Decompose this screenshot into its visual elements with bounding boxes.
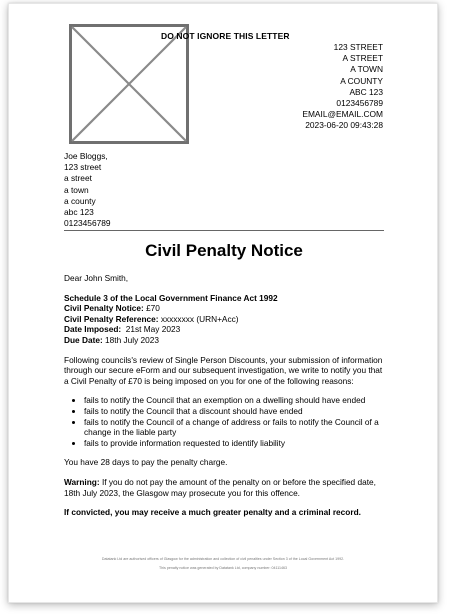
warning-paragraph xyxy=(64,477,386,498)
sender-timestamp: 2023-06-20 09:43:28 xyxy=(305,120,383,131)
recipient-line: abc 123 xyxy=(64,207,94,218)
warning-label: Warning: xyxy=(64,476,100,487)
penalty-amount-label: Civil Penalty Notice: xyxy=(64,303,144,314)
sender-line: A TOWN xyxy=(350,64,383,75)
penalty-reference-label: Civil Penalty Reference: xyxy=(64,313,159,324)
recipient-line: a county xyxy=(64,195,96,206)
footer-line-2: This penalty notice was generated by Datatank Ltd, company number: 04111463 xyxy=(159,566,287,570)
image-placeholder-icon xyxy=(69,24,189,144)
greeting: Dear John Smith, xyxy=(64,273,129,283)
divider xyxy=(64,230,384,231)
date-imposed-value: 21st May 2023 xyxy=(121,324,181,335)
letter-body xyxy=(64,273,386,527)
recipient-line: a town xyxy=(64,184,89,195)
sender-email: EMAIL@EMAIL.COM xyxy=(302,109,383,120)
do-not-ignore-heading: DO NOT IGNORE THIS LETTER xyxy=(161,31,290,41)
recipient-address xyxy=(64,151,111,229)
sender-line: A COUNTY xyxy=(340,75,383,86)
sender-address xyxy=(302,42,383,132)
due-date-value: 18th July 2023 xyxy=(102,334,160,345)
recipient-line: a street xyxy=(64,173,92,184)
footer xyxy=(9,555,437,573)
sender-line: A STREET xyxy=(342,53,383,64)
warning-text: If you do not pay the amount of the penalty on or before the specified date, 18th July 2023, the Glasgow may prosecute you for this offence. xyxy=(64,476,376,498)
sender-line: 123 STREET xyxy=(333,42,383,52)
payment-paragraph: You have 28 days to pay the penalty charge. xyxy=(64,457,228,468)
page-title: Civil Penalty Notice xyxy=(145,241,303,260)
recipient-line: Joe Bloggs, xyxy=(64,151,108,161)
recipient-line: 123 street xyxy=(64,162,102,173)
penalty-reference-value: xxxxxxxx (URN+Acc) xyxy=(158,313,239,324)
schedule-heading: Schedule 3 of the Local Government Finance Act 1992 xyxy=(64,292,278,303)
list-item: • fails to notify the Council that an exemption on a dwelling should have ended xyxy=(84,395,386,406)
footer-line-1: Datatank Ltd are authorised officers of Glasgow for the administration and collection of civil penalties under Section 3 of the Local Government Act 1992. xyxy=(101,557,345,561)
reasons-list xyxy=(64,395,386,448)
list-item: • fails to provide information requested to identify liability xyxy=(84,438,386,449)
penalty-amount-value: £70 xyxy=(143,303,160,314)
penalty-details xyxy=(64,293,386,346)
sender-line: 0123456789 xyxy=(336,98,383,109)
intro-paragraph: Following councils's review of Single Person Discounts, your submission of information through our secure eForm and our subsequent investigation, we write to notify you that a Civil Penalty of £70 is being imposed on you for one of the following reasons: xyxy=(64,354,383,386)
recipient-line: 0123456789 xyxy=(64,218,111,229)
date-imposed-label: Date Imposed: xyxy=(64,324,122,335)
letter-page xyxy=(8,3,438,603)
list-item: • fails to notify the Council that a discount should have ended xyxy=(84,406,386,417)
list-item: • fails to notify the Council of a change of address or fails to notify the Council of a change in the liable party xyxy=(84,417,386,438)
due-date-label: Due Date: xyxy=(64,334,103,345)
sender-line: ABC 123 xyxy=(349,86,383,97)
logo-placeholder xyxy=(69,24,189,144)
conviction-paragraph: If convicted, you may receive a much greater penalty and a criminal record. xyxy=(64,507,361,518)
